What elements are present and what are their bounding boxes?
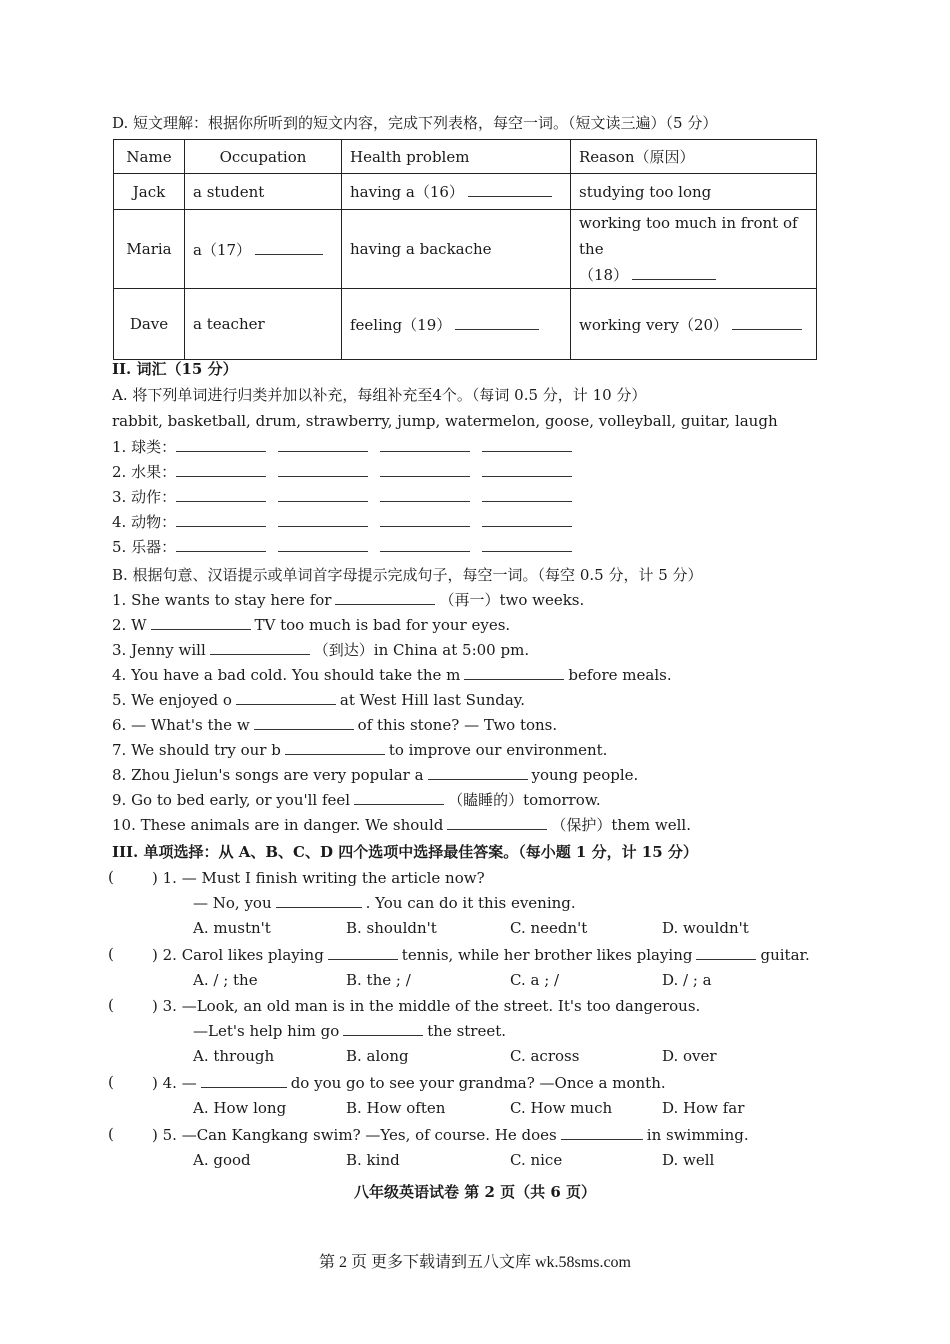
sentence-item [112, 815, 691, 835]
option-d[interactable]: D. over [662, 1047, 717, 1065]
option-b[interactable]: B. the ; / [346, 971, 411, 989]
answer-blank[interactable] [561, 1125, 643, 1140]
answer-blank[interactable] [380, 537, 470, 552]
vocab-title: II. 词汇（15 分） [112, 360, 238, 378]
sentence-text: （到达）in China at 5:00 pm. [313, 641, 530, 659]
question-text: ) 2. Carol likes playing [152, 946, 324, 964]
sentence-item [112, 640, 529, 660]
answer-blank[interactable] [278, 487, 368, 502]
cell-text: having a（16） [350, 183, 464, 201]
mc-title: III. 单项选择：从 A、B、C、D 四个选项中选择最佳答案。（每小题 1 分，计 15 分） [112, 843, 698, 861]
sentence-text: 5. We enjoyed o [112, 691, 232, 709]
answer-blank[interactable] [335, 590, 435, 605]
answer-blank[interactable] [354, 790, 444, 805]
question-text: . You can do it this evening. [365, 894, 576, 912]
question-text: tennis, while her brother likes playing [401, 946, 693, 964]
sentence-item [112, 715, 557, 735]
table-row [114, 289, 817, 360]
vocab-word-list: rabbit, basketball, drum, strawberry, jump, watermelon, goose, volleyball, guitar, laugh [112, 412, 778, 430]
question-stem [152, 1073, 666, 1093]
answer-blank[interactable] [482, 462, 572, 477]
answer-blank[interactable] [285, 740, 385, 755]
cell-occupation: a student [185, 174, 342, 210]
answer-paren[interactable]: ( [108, 996, 114, 1014]
cell-text: a（17） [193, 240, 252, 259]
answer-blank[interactable] [254, 715, 354, 730]
sentence-text: 6. — What's the w [112, 716, 250, 734]
sentence-item [112, 690, 525, 710]
sentence-text: young people. [531, 766, 639, 784]
table-header-row [114, 140, 817, 174]
sentence-item [112, 665, 672, 685]
answer-blank-19[interactable] [455, 315, 539, 330]
option-c[interactable]: C. nice [510, 1151, 563, 1169]
category-line [112, 537, 584, 557]
sentence-text: before meals. [568, 666, 672, 684]
sentence-text: of this stone? — Two tons. [357, 716, 558, 734]
option-c[interactable]: C. How much [510, 1099, 613, 1117]
answer-blank[interactable] [278, 462, 368, 477]
cell-text: working too much in front of the [579, 214, 798, 258]
sentence-text: 1. She wants to stay here for [112, 591, 332, 609]
answer-blank[interactable] [343, 1021, 423, 1036]
sentence-item [112, 590, 584, 610]
sentence-item [112, 790, 601, 810]
answer-blank[interactable] [380, 487, 470, 502]
sentence-text: 8. Zhou Jielun's songs are very popular a [112, 766, 424, 784]
answer-paren[interactable]: ( [108, 1125, 114, 1143]
category-label: 2. 水果： [112, 463, 177, 481]
sentence-text: to improve our environment. [388, 741, 608, 759]
answer-blank[interactable] [176, 537, 266, 552]
question-text: ) 4. — [152, 1074, 197, 1092]
answer-paren[interactable]: ( [108, 1073, 114, 1091]
answer-blank[interactable] [201, 1073, 287, 1088]
cell-name: Maria [114, 210, 185, 289]
answer-blank[interactable] [464, 665, 564, 680]
option-a[interactable]: A. mustn't [193, 919, 271, 937]
answer-blank[interactable] [176, 437, 266, 452]
answer-blank[interactable] [278, 537, 368, 552]
sentence-text: TV too much is bad for your eyes. [254, 616, 511, 634]
option-c[interactable]: C. needn't [510, 919, 588, 937]
category-line [112, 487, 584, 507]
question-stem: ) 1. — Must I finish writing the article now? [152, 869, 485, 887]
answer-blank[interactable] [236, 690, 336, 705]
answer-paren[interactable]: ( [108, 945, 114, 963]
option-d[interactable]: D. / ; a [662, 971, 712, 989]
option-d[interactable]: D. wouldn't [662, 919, 749, 937]
answer-paren[interactable]: ( [108, 868, 114, 886]
category-label: 5. 乐器： [112, 538, 177, 556]
question-text: do you go to see your grandma? —Once a month. [290, 1074, 666, 1092]
cell-reason [571, 210, 817, 289]
cell-name: Jack [114, 174, 185, 210]
sentence-text: 2. W [112, 616, 147, 634]
vocab-part-b-title: B. 根据句意、汉语提示或单词首字母提示完成句子，每空一词。（每空 0.5 分，计 5 分） [112, 566, 703, 584]
question-text: ) 5. —Can Kangkang swim? —Yes, of course. He does [152, 1126, 557, 1144]
answer-blank-20[interactable] [732, 315, 802, 330]
sentence-text: 4. You have a bad cold. You should take the m [112, 666, 461, 684]
cell-health-problem [342, 289, 571, 360]
header-occupation: Occupation [185, 140, 342, 174]
sentence-text: at West Hill last Sunday. [339, 691, 526, 709]
table-row [114, 210, 817, 289]
cell-text: feeling（19） [350, 315, 452, 334]
sentence-text: （瞌睡的）tomorrow. [448, 791, 601, 809]
section-d-title: D. 短文理解：根据你所听到的短文内容，完成下列表格，每空一词。（短文读三遍）（5 分） [112, 114, 718, 132]
category-label: 3. 动作： [112, 488, 177, 506]
category-label: 1. 球类： [112, 438, 177, 456]
answer-blank[interactable] [176, 487, 266, 502]
sentence-item [112, 615, 510, 635]
question-stem: ) 3. —Look, an old man is in the middle of the street. It's too dangerous. [152, 997, 701, 1015]
category-label: 4. 动物： [112, 513, 177, 531]
cell-reason [571, 289, 817, 360]
option-a[interactable]: A. good [193, 1151, 251, 1169]
header-name: Name [114, 140, 185, 174]
option-b[interactable]: B. kind [346, 1151, 400, 1169]
cell-text: working very（20） [579, 315, 729, 334]
question-stem [152, 945, 810, 965]
table-row [114, 174, 817, 210]
option-b[interactable]: B. along [346, 1047, 409, 1065]
answer-blank[interactable] [210, 640, 310, 655]
question-text: —Let's help him go [193, 1022, 340, 1040]
answer-blank[interactable] [176, 512, 266, 527]
option-a[interactable]: A. / ; the [193, 971, 258, 989]
question-text: — No, you [193, 894, 272, 912]
cell-health-problem [342, 174, 571, 210]
cell-health-problem: having a backache [342, 210, 571, 289]
answer-blank-16[interactable] [468, 182, 552, 197]
sentence-item [112, 765, 638, 785]
sentence-item [112, 740, 607, 760]
question-text: the street. [427, 1022, 507, 1040]
option-d[interactable]: D. How far [662, 1099, 745, 1117]
question-stem [152, 1125, 749, 1145]
category-line [112, 437, 584, 457]
cell-occupation: a teacher [185, 289, 342, 360]
question-stem-line2 [193, 1021, 506, 1041]
option-b[interactable]: B. How often [346, 1099, 446, 1117]
answer-blank[interactable] [328, 945, 398, 960]
option-a[interactable]: A. through [193, 1047, 275, 1065]
sentence-text: 9. Go to bed early, or you'll feel [112, 791, 351, 809]
answer-blank[interactable] [151, 615, 251, 630]
category-line [112, 512, 584, 532]
answer-blank-18[interactable] [632, 265, 716, 280]
category-line [112, 462, 584, 482]
answer-blank[interactable] [482, 512, 572, 527]
question-stem-line2 [193, 893, 576, 913]
sentence-text: 10. These animals are in danger. We should [112, 816, 444, 834]
header-health-problem: Health problem [342, 140, 571, 174]
answer-blank[interactable] [276, 893, 362, 908]
option-a[interactable]: A. How long [193, 1099, 287, 1117]
answer-blank[interactable] [278, 512, 368, 527]
health-table [113, 139, 817, 360]
cell-text: （18） [579, 266, 629, 284]
answer-blank[interactable] [380, 512, 470, 527]
answer-blank[interactable] [482, 437, 572, 452]
cell-name: Dave [114, 289, 185, 360]
question-text: in swimming. [646, 1126, 749, 1144]
answer-blank[interactable] [380, 437, 470, 452]
answer-blank[interactable] [482, 487, 572, 502]
answer-blank-17[interactable] [255, 240, 323, 255]
answer-blank[interactable] [696, 945, 756, 960]
download-watermark: 第 2 页 更多下载请到五八文库 wk.58sms.com [318, 1254, 631, 1271]
answer-blank[interactable] [176, 462, 266, 477]
option-c[interactable]: C. across [510, 1047, 580, 1065]
answer-blank[interactable] [380, 462, 470, 477]
vocab-part-a-title: A. 将下列单词进行归类并加以补充，每组补充至4个。（每词 0.5 分，计 10 分） [112, 386, 647, 404]
page-footer: 八年级英语试卷 第 2 页（共 6 页） [354, 1183, 596, 1201]
option-d[interactable]: D. well [662, 1151, 715, 1169]
sentence-text: （再一）two weeks. [439, 591, 585, 609]
option-c[interactable]: C. a ; / [510, 971, 560, 989]
answer-blank[interactable] [428, 765, 528, 780]
sentence-text: （保护）them well. [551, 816, 691, 834]
answer-blank[interactable] [447, 815, 547, 830]
sentence-text: 3. Jenny will [112, 641, 206, 659]
cell-reason: studying too long [571, 174, 817, 210]
header-reason: Reason（原因） [571, 140, 817, 174]
question-text: guitar. [760, 946, 810, 964]
answer-blank[interactable] [278, 437, 368, 452]
answer-blank[interactable] [482, 537, 572, 552]
sentence-text: 7. We should try our b [112, 741, 281, 759]
cell-occupation [185, 210, 342, 289]
option-b[interactable]: B. shouldn't [346, 919, 437, 937]
